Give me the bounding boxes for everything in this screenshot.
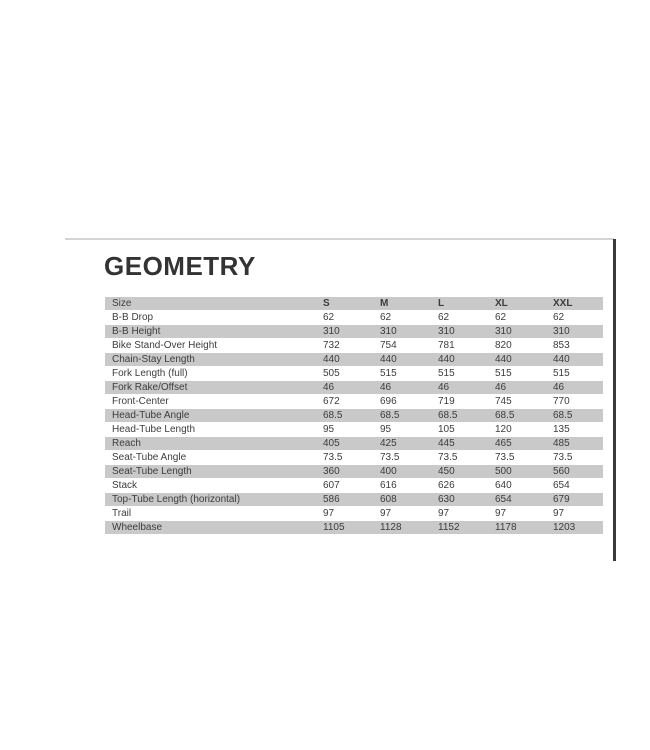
row-value-l: 781: [438, 339, 495, 353]
table-row: [105, 521, 603, 535]
row-value-s: 310: [323, 325, 380, 339]
row-value-xxl: 97: [553, 507, 603, 521]
row-label: B-B Height: [105, 325, 323, 339]
row-value-l: 46: [438, 381, 495, 395]
table-row: [105, 367, 603, 381]
row-value-m: 68.5: [380, 409, 438, 423]
table-row: [105, 339, 603, 353]
header-cell-m: M: [380, 297, 438, 311]
header-cell-l: L: [438, 297, 495, 311]
row-value-xl: 465: [495, 437, 553, 451]
row-value-s: 73.5: [323, 451, 380, 465]
row-value-m: 95: [380, 423, 438, 437]
row-value-m: 515: [380, 367, 438, 381]
top-divider-line: [65, 238, 614, 240]
row-value-l: 1152: [438, 521, 495, 535]
table-row: [105, 465, 603, 479]
row-label: Stack: [105, 479, 323, 493]
row-label: Head-Tube Angle: [105, 409, 323, 423]
row-value-xl: 62: [495, 311, 553, 325]
row-value-m: 97: [380, 507, 438, 521]
row-label: Bike Stand-Over Height: [105, 339, 323, 353]
row-value-m: 1128: [380, 521, 438, 535]
table-row: [105, 479, 603, 493]
row-value-l: 630: [438, 493, 495, 507]
row-label: Fork Rake/Offset: [105, 381, 323, 395]
row-value-xl: 1178: [495, 521, 553, 535]
row-value-xxl: 440: [553, 353, 603, 367]
row-value-xl: 46: [495, 381, 553, 395]
row-value-m: 46: [380, 381, 438, 395]
row-value-l: 445: [438, 437, 495, 451]
row-value-xxl: 485: [553, 437, 603, 451]
row-label: Trail: [105, 507, 323, 521]
row-value-l: 105: [438, 423, 495, 437]
row-value-l: 310: [438, 325, 495, 339]
row-value-m: 696: [380, 395, 438, 409]
row-value-xxl: 62: [553, 311, 603, 325]
geometry-table: [105, 297, 603, 535]
row-value-xl: 515: [495, 367, 553, 381]
row-label: Fork Length (full): [105, 367, 323, 381]
table-row: [105, 409, 603, 423]
page-title: GEOMETRY: [104, 251, 256, 281]
row-value-xl: 73.5: [495, 451, 553, 465]
row-value-xl: 820: [495, 339, 553, 353]
row-value-m: 73.5: [380, 451, 438, 465]
row-label: Reach: [105, 437, 323, 451]
row-label: B-B Drop: [105, 311, 323, 325]
table-row: [105, 395, 603, 409]
row-label: Top-Tube Length (horizontal): [105, 493, 323, 507]
table-row: [105, 493, 603, 507]
row-value-l: 515: [438, 367, 495, 381]
row-value-xl: 97: [495, 507, 553, 521]
row-value-s: 607: [323, 479, 380, 493]
row-value-s: 97: [323, 507, 380, 521]
row-value-xxl: 73.5: [553, 451, 603, 465]
table-row: [105, 451, 603, 465]
row-value-m: 440: [380, 353, 438, 367]
header-cell-size: Size: [105, 297, 323, 311]
row-value-xxl: 1203: [553, 521, 603, 535]
row-value-xl: 654: [495, 493, 553, 507]
row-value-xxl: 853: [553, 339, 603, 353]
row-value-xxl: 135: [553, 423, 603, 437]
row-value-xxl: 310: [553, 325, 603, 339]
geometry-table-body: [105, 311, 603, 535]
row-value-s: 732: [323, 339, 380, 353]
table-header-row: [105, 297, 603, 311]
row-value-xl: 310: [495, 325, 553, 339]
right-divider-line: [613, 239, 616, 561]
row-label: Wheelbase: [105, 521, 323, 535]
row-value-m: 400: [380, 465, 438, 479]
row-value-xl: 440: [495, 353, 553, 367]
row-value-xxl: 560: [553, 465, 603, 479]
table-row: [105, 381, 603, 395]
row-value-s: 62: [323, 311, 380, 325]
row-value-xl: 120: [495, 423, 553, 437]
table-row: [105, 437, 603, 451]
row-value-s: 505: [323, 367, 380, 381]
row-value-m: 616: [380, 479, 438, 493]
row-value-l: 719: [438, 395, 495, 409]
row-value-xxl: 679: [553, 493, 603, 507]
header-cell-xxl: XXL: [553, 297, 603, 311]
row-value-xl: 68.5: [495, 409, 553, 423]
row-value-m: 310: [380, 325, 438, 339]
row-value-m: 425: [380, 437, 438, 451]
row-value-xxl: 654: [553, 479, 603, 493]
row-value-l: 97: [438, 507, 495, 521]
row-value-s: 68.5: [323, 409, 380, 423]
row-value-l: 73.5: [438, 451, 495, 465]
row-value-l: 450: [438, 465, 495, 479]
row-value-s: 95: [323, 423, 380, 437]
row-value-l: 68.5: [438, 409, 495, 423]
row-value-m: 608: [380, 493, 438, 507]
row-value-l: 626: [438, 479, 495, 493]
row-value-xxl: 46: [553, 381, 603, 395]
row-label: Seat-Tube Length: [105, 465, 323, 479]
row-value-s: 586: [323, 493, 380, 507]
table-row: [105, 311, 603, 325]
row-label: Chain-Stay Length: [105, 353, 323, 367]
header-cell-xl: XL: [495, 297, 553, 311]
row-label: Seat-Tube Angle: [105, 451, 323, 465]
row-value-s: 405: [323, 437, 380, 451]
table-row: [105, 507, 603, 521]
row-value-s: 1105: [323, 521, 380, 535]
table-row: [105, 325, 603, 339]
header-cell-s: S: [323, 297, 380, 311]
row-value-m: 754: [380, 339, 438, 353]
row-value-xxl: 770: [553, 395, 603, 409]
row-value-xxl: 68.5: [553, 409, 603, 423]
row-value-xl: 500: [495, 465, 553, 479]
row-value-xxl: 515: [553, 367, 603, 381]
row-value-s: 672: [323, 395, 380, 409]
row-label: Head-Tube Length: [105, 423, 323, 437]
table-row: [105, 423, 603, 437]
row-value-m: 62: [380, 311, 438, 325]
row-value-s: 440: [323, 353, 380, 367]
row-label: Front-Center: [105, 395, 323, 409]
row-value-s: 360: [323, 465, 380, 479]
row-value-l: 440: [438, 353, 495, 367]
row-value-xl: 745: [495, 395, 553, 409]
row-value-xl: 640: [495, 479, 553, 493]
row-value-s: 46: [323, 381, 380, 395]
row-value-l: 62: [438, 311, 495, 325]
table-row: [105, 353, 603, 367]
